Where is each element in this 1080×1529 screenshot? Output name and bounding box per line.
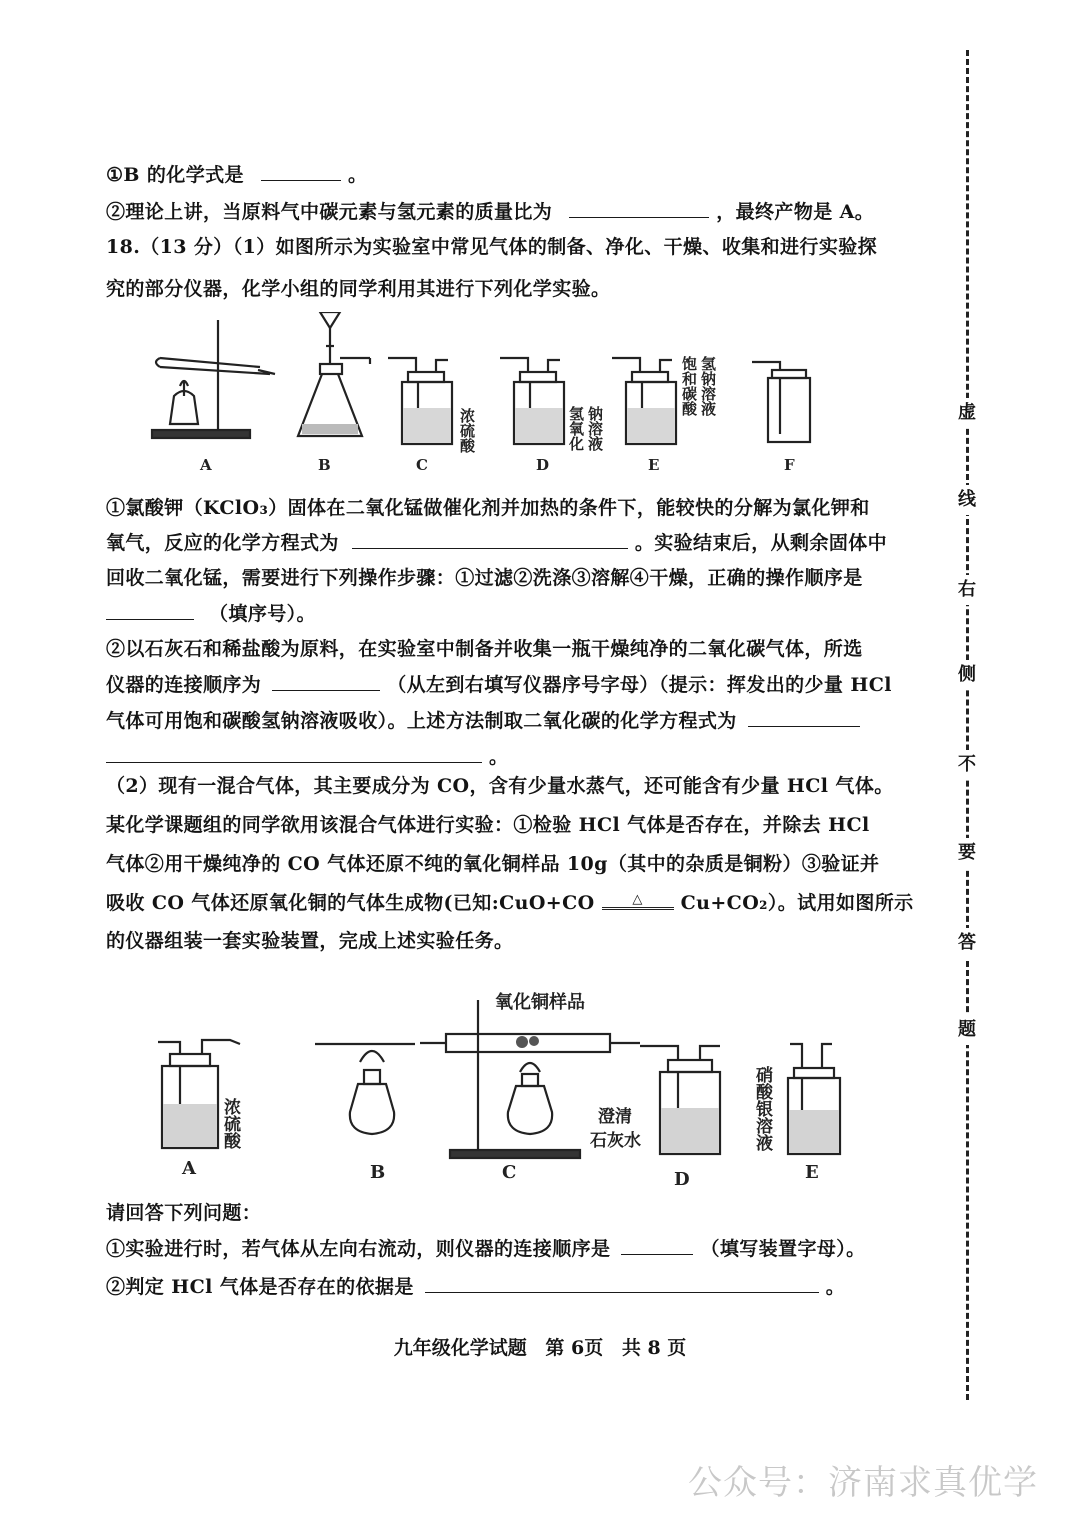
question-line: （2）现有一混合气体，其主要成分为 CO，含有少量水蒸气，还可能含有少量 HCl 气体。 [106,775,894,797]
apparatus-a [152,320,275,438]
question-line [106,1272,845,1302]
apparatus-label: C [502,1162,517,1183]
apparatus-label: B [370,1162,386,1183]
apparatus-c [388,358,452,444]
question-line [106,1234,866,1264]
question-text: Cu+CO₂）。试用如图所示 [680,892,914,914]
question-text: ②判定 HCl 气体是否存在的依据是 [106,1276,414,1298]
question-text: 。 [347,164,368,186]
question-text: （填写装置字母）。 [700,1238,866,1260]
apparatus-label: B [318,456,331,474]
answer-blank[interactable] [261,162,341,181]
apparatus-label: D [674,1169,690,1190]
reagent-label: 钠溶液 [586,406,604,451]
apparatus-d [500,358,564,444]
heat-condition-sign: △ [602,893,674,910]
question-line [106,742,508,772]
page-footer [0,1333,1080,1360]
margin-char: 答 [952,928,982,958]
question-line [106,197,874,227]
apparatus-figure-2 [150,982,870,1192]
question-line: 某化学课题组的同学欲用该混合气体进行实验：①检验 HCl 气体是否存在，并除去 HCl [106,814,870,836]
margin-char: 题 [952,1015,982,1045]
question-text: 氧气，反应的化学方程式为 [106,532,339,554]
question-text: 仪器的连接顺序为 [106,674,262,696]
footer-total-pages: 共 8 页 [621,1337,687,1359]
apparatus-label: A [200,456,212,474]
reagent-label: 氢氧化 [567,406,585,451]
apparatus-b [298,312,370,436]
question-text: 吸收 CO 气体还原氧化铜的气体生成物(已知:CuO+CO [106,892,595,914]
margin-char: 侧 [952,660,982,690]
reagent-label: 浓硫酸 [458,408,476,453]
question-text: 。 [489,746,509,768]
apparatus-label: E [648,456,660,474]
reagent-label: 饱和碳酸 [680,356,698,416]
apparatus-label: A [182,1158,196,1179]
answer-blank[interactable] [748,708,860,727]
question-line: 请回答下列问题： [106,1202,262,1224]
question-line [106,160,367,190]
apparatus-b [315,1044,415,1134]
question-line [106,528,887,558]
question-text: （从左到右填写仪器序号字母）（提示：挥发出的少量 HCl [387,674,892,696]
question-text: 气体可用饱和碳酸氢钠溶液吸收）。上述方法制取二氧化碳的化学方程式为 [106,710,737,732]
question-text: ，最终产物是 A。 [716,201,875,223]
apparatus-d [640,1046,720,1154]
question-line [106,706,860,736]
footer-title: 九年级化学试题 [393,1337,527,1359]
question-text: 。 [825,1276,846,1298]
question-text: （填序号）。 [209,603,316,625]
question-text: ①B 的化学式是 [106,164,244,186]
apparatus-e [612,358,676,444]
answer-blank[interactable] [621,1236,693,1255]
margin-char: 线 [952,485,982,515]
question-line: 的仪器组装一套实验装置，完成上述实验任务。 [106,930,514,952]
reagent-label: 硝酸银溶液 [752,1066,772,1151]
question-text: 。实验结束后，从剩余固体中 [634,532,888,554]
apparatus-label: D [536,456,550,474]
question-line: 回收二氧化锰，需要进行下列操作步骤：①过滤②洗涤③溶解④干燥，正确的操作顺序是 [106,567,863,589]
margin-char: 虚 [952,398,982,428]
reagent-label: 澄清 [598,1107,632,1127]
apparatus-e [788,1044,840,1154]
apparatus-label: C [416,456,428,474]
question-line [106,599,316,629]
reagent-label: 浓硫酸 [220,1098,240,1149]
question-line: 18.（13 分）（1）如图所示为实验室中常见气体的制备、净化、干燥、收集和进行实验探 [106,236,878,258]
margin-char: 不 [952,750,982,780]
answer-blank[interactable] [106,744,482,763]
answer-blank[interactable] [272,672,380,691]
margin-char: 右 [952,575,982,605]
question-text: ②理论上讲，当原料气中碳元素与氢元素的质量比为 [106,201,553,223]
figure-title: 氧化铜样品 [495,992,585,1013]
apparatus-label: E [805,1162,819,1183]
apparatus-f [752,362,810,442]
answer-blank[interactable] [569,199,709,218]
question-line: 气体②用干燥纯净的 CO 气体还原不纯的氧化铜样品 10g（其中的杂质是铜粉）③验证并 [106,853,880,875]
watermark: 公众号：济南求真优学 [688,1463,1038,1503]
reagent-label: 氢钠溶液 [699,356,717,416]
question-line: ②以石灰石和稀盐酸为原料，在实验室中制备并收集一瓶干燥纯净的二氧化碳气体，所选 [106,638,863,660]
question-line [106,888,914,918]
answer-blank[interactable] [425,1274,819,1293]
reagent-label: 石灰水 [590,1131,641,1151]
binding-dashed-line [966,50,969,1400]
question-line: 究的部分仪器，化学小组的同学利用其进行下列化学实验。 [106,278,611,300]
footer-page-number: 第 6页 [545,1337,604,1359]
question-text: ①实验进行时，若气体从左向右流动，则仪器的连接顺序是 [106,1238,611,1260]
answer-blank[interactable] [352,530,628,549]
apparatus-label: F [784,456,795,474]
margin-char: 要 [952,838,982,868]
answer-blank[interactable] [106,601,194,620]
question-line [106,670,892,700]
apparatus-figure-1 [140,312,820,482]
question-line: ①氯酸钾（KClO₃）固体在二氧化锰做催化剂并加热的条件下，能较快的分解为氯化钾和 [106,497,870,519]
